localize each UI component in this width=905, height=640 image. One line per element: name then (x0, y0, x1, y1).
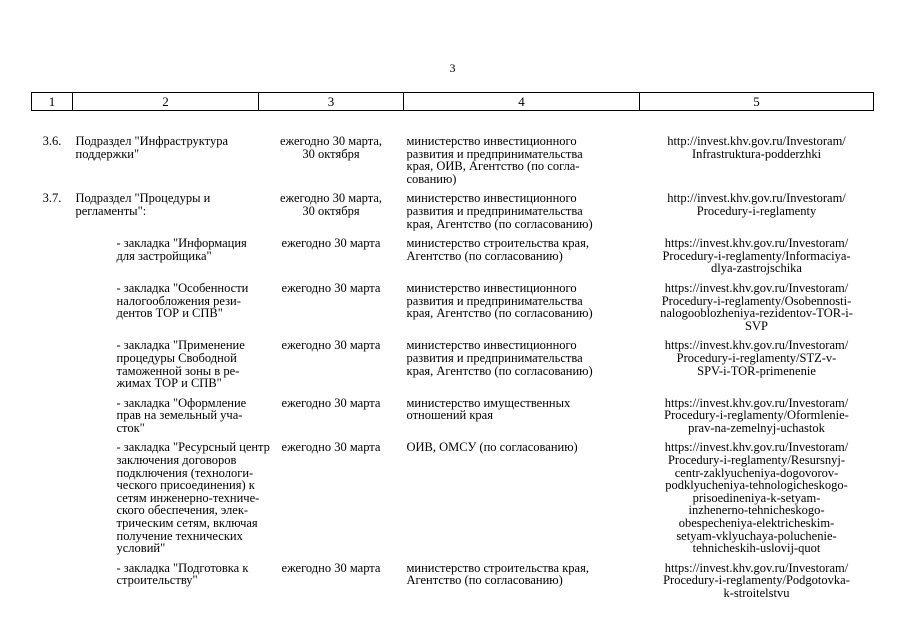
section-url (640, 185, 874, 230)
column-header-4: 4 (404, 93, 640, 111)
section-name-line: получение технических (116, 528, 243, 543)
section-name-line: Подраздел "Процедуры и (75, 191, 211, 206)
section-url-line: https://invest.khv.gov.ru/Investoram/ (664, 236, 849, 251)
section-url-line: nalogooblozheniya-rezidentov-TOR-i- (660, 306, 853, 321)
section-url-line: http://invest.khv.gov.ru/Investoram/ (667, 134, 846, 148)
executor (404, 111, 640, 186)
deadline-line: ежегодно 30 марта (281, 395, 381, 410)
executor-line: развития и предпринимательства (406, 350, 583, 365)
column-header-5: 5 (640, 93, 874, 111)
section-url-line: Procedury-i-reglamenty/Podgotovka- (663, 573, 850, 588)
section-name-line: дентов ТОР и СПВ" (116, 306, 223, 321)
deadline-line: ежегодно 30 марта, (279, 134, 383, 148)
header-row (32, 93, 874, 111)
section-url-line: Procedury-i-reglamenty/Resursnyj- (667, 453, 846, 468)
section-name (73, 111, 259, 186)
deadline-line: 30 октября (302, 203, 360, 218)
section-name (73, 185, 259, 230)
section-name (73, 230, 259, 275)
executor-line: министерство строительства края, (406, 236, 589, 251)
section-name-line: - закладка "Подготовка к (116, 560, 249, 575)
executor (404, 555, 640, 600)
deadline (259, 185, 404, 230)
section-name-line: - закладка "Особенности (116, 280, 249, 295)
deadline (259, 390, 404, 435)
deadline-line: ежегодно 30 марта, (279, 191, 383, 206)
deadline-line: 30 октября (302, 146, 360, 161)
executor (404, 275, 640, 332)
column-header-2: 2 (73, 93, 259, 111)
table-row (32, 434, 874, 554)
section-url-line: dlya-zastrojschika (711, 261, 802, 276)
section-url-line: SVP (745, 318, 768, 333)
section-name-line: таможенной зоны в ре- (116, 363, 240, 378)
item-number (32, 230, 73, 275)
deadline (259, 111, 404, 186)
section-name-line: - закладка "Информация (116, 236, 247, 251)
section-name-line: для застройщика" (116, 248, 212, 263)
executor (404, 230, 640, 275)
section-name-line: Подраздел "Инфраструктура (75, 134, 229, 148)
section-url-line: centr-zaklyucheniya-dogovorov- (674, 465, 839, 480)
executor-line: ОИВ, ОМСУ (по согласованию) (406, 440, 578, 455)
executor-line: края, Агентство (по согласованию) (406, 306, 593, 321)
section-url-line: Procedury-i-reglamenty/Osobennosti- (661, 293, 852, 308)
executor (404, 332, 640, 389)
column-header-3: 3 (259, 93, 404, 111)
table-row (32, 390, 874, 435)
executor-line: министерство строительства края, (406, 560, 589, 575)
deadline-line: ежегодно 30 марта (281, 560, 381, 575)
executor-line: края, Агентство (по согласованию) (406, 216, 593, 231)
section-name-line: процедуры Свободной (116, 350, 237, 365)
section-name (73, 332, 259, 389)
section-name-line: трическим сетям, включая (116, 516, 258, 531)
item-number (32, 275, 73, 332)
section-name-line: поддержки" (75, 146, 140, 161)
executor-line: развития и предпринимательства (406, 146, 583, 161)
section-url-line: Procedury-i-reglamenty (696, 203, 817, 218)
deadline (259, 555, 404, 600)
executor-line: края, Агентство (по согласованию) (406, 363, 593, 378)
section-name-line: - закладка "Оформление (116, 395, 247, 410)
table-row (32, 230, 874, 275)
section-url-line: https://invest.khv.gov.ru/Investoram/ (664, 280, 849, 295)
item-number (32, 332, 73, 389)
deadline (259, 332, 404, 389)
section-name-line: сток" (116, 420, 145, 435)
section-url-line: Procedury-i-reglamenty/Oformlenie- (664, 408, 849, 423)
section-name (73, 390, 259, 435)
section-name (73, 555, 259, 600)
section-name-line: налогообложения рези- (116, 293, 241, 308)
section-url (640, 555, 874, 600)
item-number (32, 390, 73, 435)
executor (404, 434, 640, 554)
table-row (32, 332, 874, 389)
section-url-line: Infrastruktura-podderzhki (691, 146, 822, 161)
executor (404, 185, 640, 230)
executor-line: развития и предпринимательства (406, 203, 583, 218)
page-number: 3 (449, 61, 456, 75)
deadline (259, 230, 404, 275)
section-name-line: строительству" (116, 573, 198, 588)
section-name-line: подключения (технологи- (116, 465, 254, 480)
table-row (32, 275, 874, 332)
section-url-line: obespecheniya-elektricheskim- (678, 516, 835, 531)
section-url-line: Procedury-i-reglamenty/Informaciya- (662, 248, 851, 263)
item-number (32, 185, 73, 230)
section-url (640, 332, 874, 389)
section-name-line: жимах ТОР и СПВ" (116, 376, 222, 391)
section-url-line: inzhenerno-tehnicheskogo- (688, 503, 825, 518)
table-row (32, 555, 874, 600)
section-url (640, 275, 874, 332)
section-name-line: регламенты": (75, 203, 147, 218)
section-url (640, 434, 874, 554)
section-url-line: http://invest.khv.gov.ru/Investoram/ (667, 191, 846, 206)
executor-line: Агентство (по согласованию) (406, 573, 563, 588)
section-name-line: ского обеспечения, элек- (116, 503, 249, 518)
item-number-line: 3.7. (42, 191, 62, 206)
section-name-line: прав на земельный уча- (116, 408, 243, 423)
section-url-line: https://invest.khv.gov.ru/Investoram/ (664, 440, 849, 455)
section-name (73, 434, 270, 556)
executor-line: Агентство (по согласованию) (406, 248, 563, 263)
section-url (640, 230, 874, 275)
executor-line: министерство инвестиционного (406, 280, 577, 295)
section-name-line: - закладка "Ресурсный центр (116, 440, 270, 455)
section-url-line: podklyucheniya-tehnologicheskogo- (665, 478, 848, 493)
deadline (259, 434, 404, 554)
plan-table (31, 92, 874, 600)
executor (404, 390, 640, 435)
deadline-line: ежегодно 30 марта (281, 280, 381, 295)
section-name-line: сетям инженерно-техниче- (116, 490, 260, 505)
item-number (32, 111, 73, 186)
column-header-1: 1 (32, 93, 73, 111)
section-url-line: SPV-i-TOR-primenenie (697, 363, 816, 378)
section-url-line: setyam-vklyuchaya-poluchenie- (676, 528, 837, 543)
section-url (640, 111, 874, 186)
table-row (32, 185, 874, 230)
executor-line: развития и предпринимательства (406, 293, 583, 308)
section-name (73, 275, 259, 332)
section-name-line: условий" (116, 541, 166, 556)
section-url-line: k-stroitelstvu (723, 586, 790, 600)
section-url-line: tehnicheskih-uslovij-quot (692, 541, 821, 556)
executor-line: отношений края (406, 408, 493, 423)
item-number-line: 3.6. (42, 134, 62, 148)
executor-line: сованию) (406, 171, 457, 186)
section-url-line: https://invest.khv.gov.ru/Investoram/ (664, 395, 849, 410)
section-url-line: prisoedineniya-k-setyam- (692, 490, 821, 505)
executor-line: министерство инвестиционного (406, 134, 577, 148)
table-row (32, 111, 874, 186)
deadline-line: ежегодно 30 марта (281, 338, 381, 353)
section-name-line: ческого присоединения) к (116, 478, 255, 493)
section-url (640, 390, 874, 435)
section-url-line: prav-na-zemelnyj-uchastok (688, 420, 825, 435)
deadline-line: ежегодно 30 марта (281, 440, 381, 455)
section-url-line: https://invest.khv.gov.ru/Investoram/ (664, 338, 849, 353)
section-name-line: заключения договоров (116, 453, 237, 468)
executor-line: министерство инвестиционного (406, 338, 577, 353)
executor-line: министерство имущественных (406, 395, 571, 410)
section-url-line: https://invest.khv.gov.ru/Investoram/ (664, 560, 849, 575)
deadline-line: ежегодно 30 марта (281, 236, 381, 251)
section-url-line: Procedury-i-reglamenty/STZ-v- (676, 350, 837, 365)
table-body (32, 111, 874, 600)
deadline (259, 275, 404, 332)
item-number (32, 555, 73, 600)
section-name-line: - закладка "Применение (116, 338, 245, 353)
item-number (32, 434, 73, 554)
executor-line: края, ОИВ, Агентство (по согла- (406, 159, 580, 174)
executor-line: министерство инвестиционного (406, 191, 577, 206)
